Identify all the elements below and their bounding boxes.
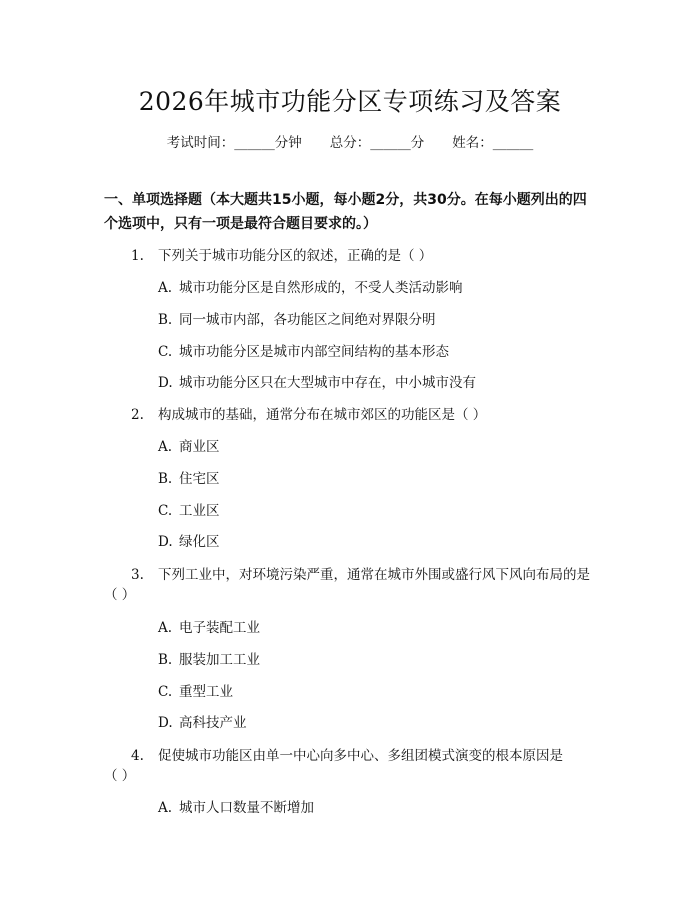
option-3c xyxy=(158,680,233,700)
option-text: 城市人口数量不断增加 xyxy=(179,800,314,816)
question-stem: 促使城市功能区由单一中心向多中心、多组团模式演变的根本原因是 xyxy=(158,748,563,764)
option-text: 商业区 xyxy=(179,439,220,455)
question-2 xyxy=(131,403,486,423)
option-4a xyxy=(158,796,314,816)
section-heading-line: 个选项中，只有一项是最符合题目要求的。） xyxy=(104,216,377,232)
option-text: 重型工业 xyxy=(179,684,233,700)
option-text: 城市功能分区是城市内部空间结构的基本形态 xyxy=(179,344,449,360)
option-1b xyxy=(158,308,436,328)
student-name-label: 姓名：______ xyxy=(452,135,534,151)
option-1c xyxy=(158,340,449,360)
option-2d xyxy=(158,530,220,550)
option-letter: B. xyxy=(158,471,173,487)
option-2b xyxy=(158,467,220,487)
question-4 xyxy=(131,744,563,764)
option-2c xyxy=(158,499,220,519)
option-3a xyxy=(158,616,260,636)
option-letter: D. xyxy=(158,534,173,550)
option-text: 住宅区 xyxy=(179,471,220,487)
question-stem: 下列关于城市功能分区的叙述，正确的是（ ） xyxy=(158,248,433,264)
option-text: 城市功能分区只在大型城市中存在，中小城市没有 xyxy=(179,375,476,391)
section-heading-line: 一、单项选择题（本大题共15小题，每小题2分，共30分。在每小题列出的四 xyxy=(104,192,587,208)
option-letter: A. xyxy=(158,280,173,296)
option-letter: A. xyxy=(158,800,173,816)
total-score-label: 总分：______分 xyxy=(329,135,425,151)
exam-time-label: 考试时间：______分钟 xyxy=(166,135,302,151)
option-3b xyxy=(158,648,260,668)
document-title: 2026年城市功能分区专项练习及答案 xyxy=(138,87,562,116)
option-text: 绿化区 xyxy=(179,534,220,550)
option-text: 高科技产业 xyxy=(179,715,247,731)
question-stem-continuation: （ ） xyxy=(104,768,136,784)
option-letter: A. xyxy=(158,439,173,455)
option-letter: C. xyxy=(158,344,173,360)
question-stem: 构成城市的基础，通常分布在城市郊区的功能区是（ ） xyxy=(158,407,487,423)
option-1d xyxy=(158,371,476,391)
question-number: 2. xyxy=(131,407,144,423)
option-2a xyxy=(158,435,220,455)
question-stem: 下列工业中，对环境污染严重，通常在城市外围或盛行风下风向布局的是 xyxy=(158,567,590,583)
option-text: 服装加工工业 xyxy=(179,652,260,668)
option-1a xyxy=(158,276,463,296)
option-letter: B. xyxy=(158,312,173,328)
question-number: 4. xyxy=(131,748,144,764)
option-letter: C. xyxy=(158,503,173,519)
option-text: 电子装配工业 xyxy=(179,620,260,636)
question-1 xyxy=(131,244,432,264)
section-heading xyxy=(104,188,604,236)
option-letter: B. xyxy=(158,652,173,668)
question-stem-continuation: （ ） xyxy=(104,587,136,603)
exam-meta xyxy=(0,131,700,151)
option-text: 工业区 xyxy=(179,503,220,519)
option-letter: D. xyxy=(158,715,173,731)
option-3d xyxy=(158,711,247,731)
question-number: 1. xyxy=(131,248,144,264)
question-3 xyxy=(131,563,590,583)
option-text: 城市功能分区是自然形成的，不受人类活动影响 xyxy=(179,280,463,296)
question-number: 3. xyxy=(131,567,144,583)
option-letter: C. xyxy=(158,684,173,700)
option-letter: A. xyxy=(158,620,173,636)
option-text: 同一城市内部，各功能区之间绝对界限分明 xyxy=(179,312,436,328)
option-letter: D. xyxy=(158,375,173,391)
